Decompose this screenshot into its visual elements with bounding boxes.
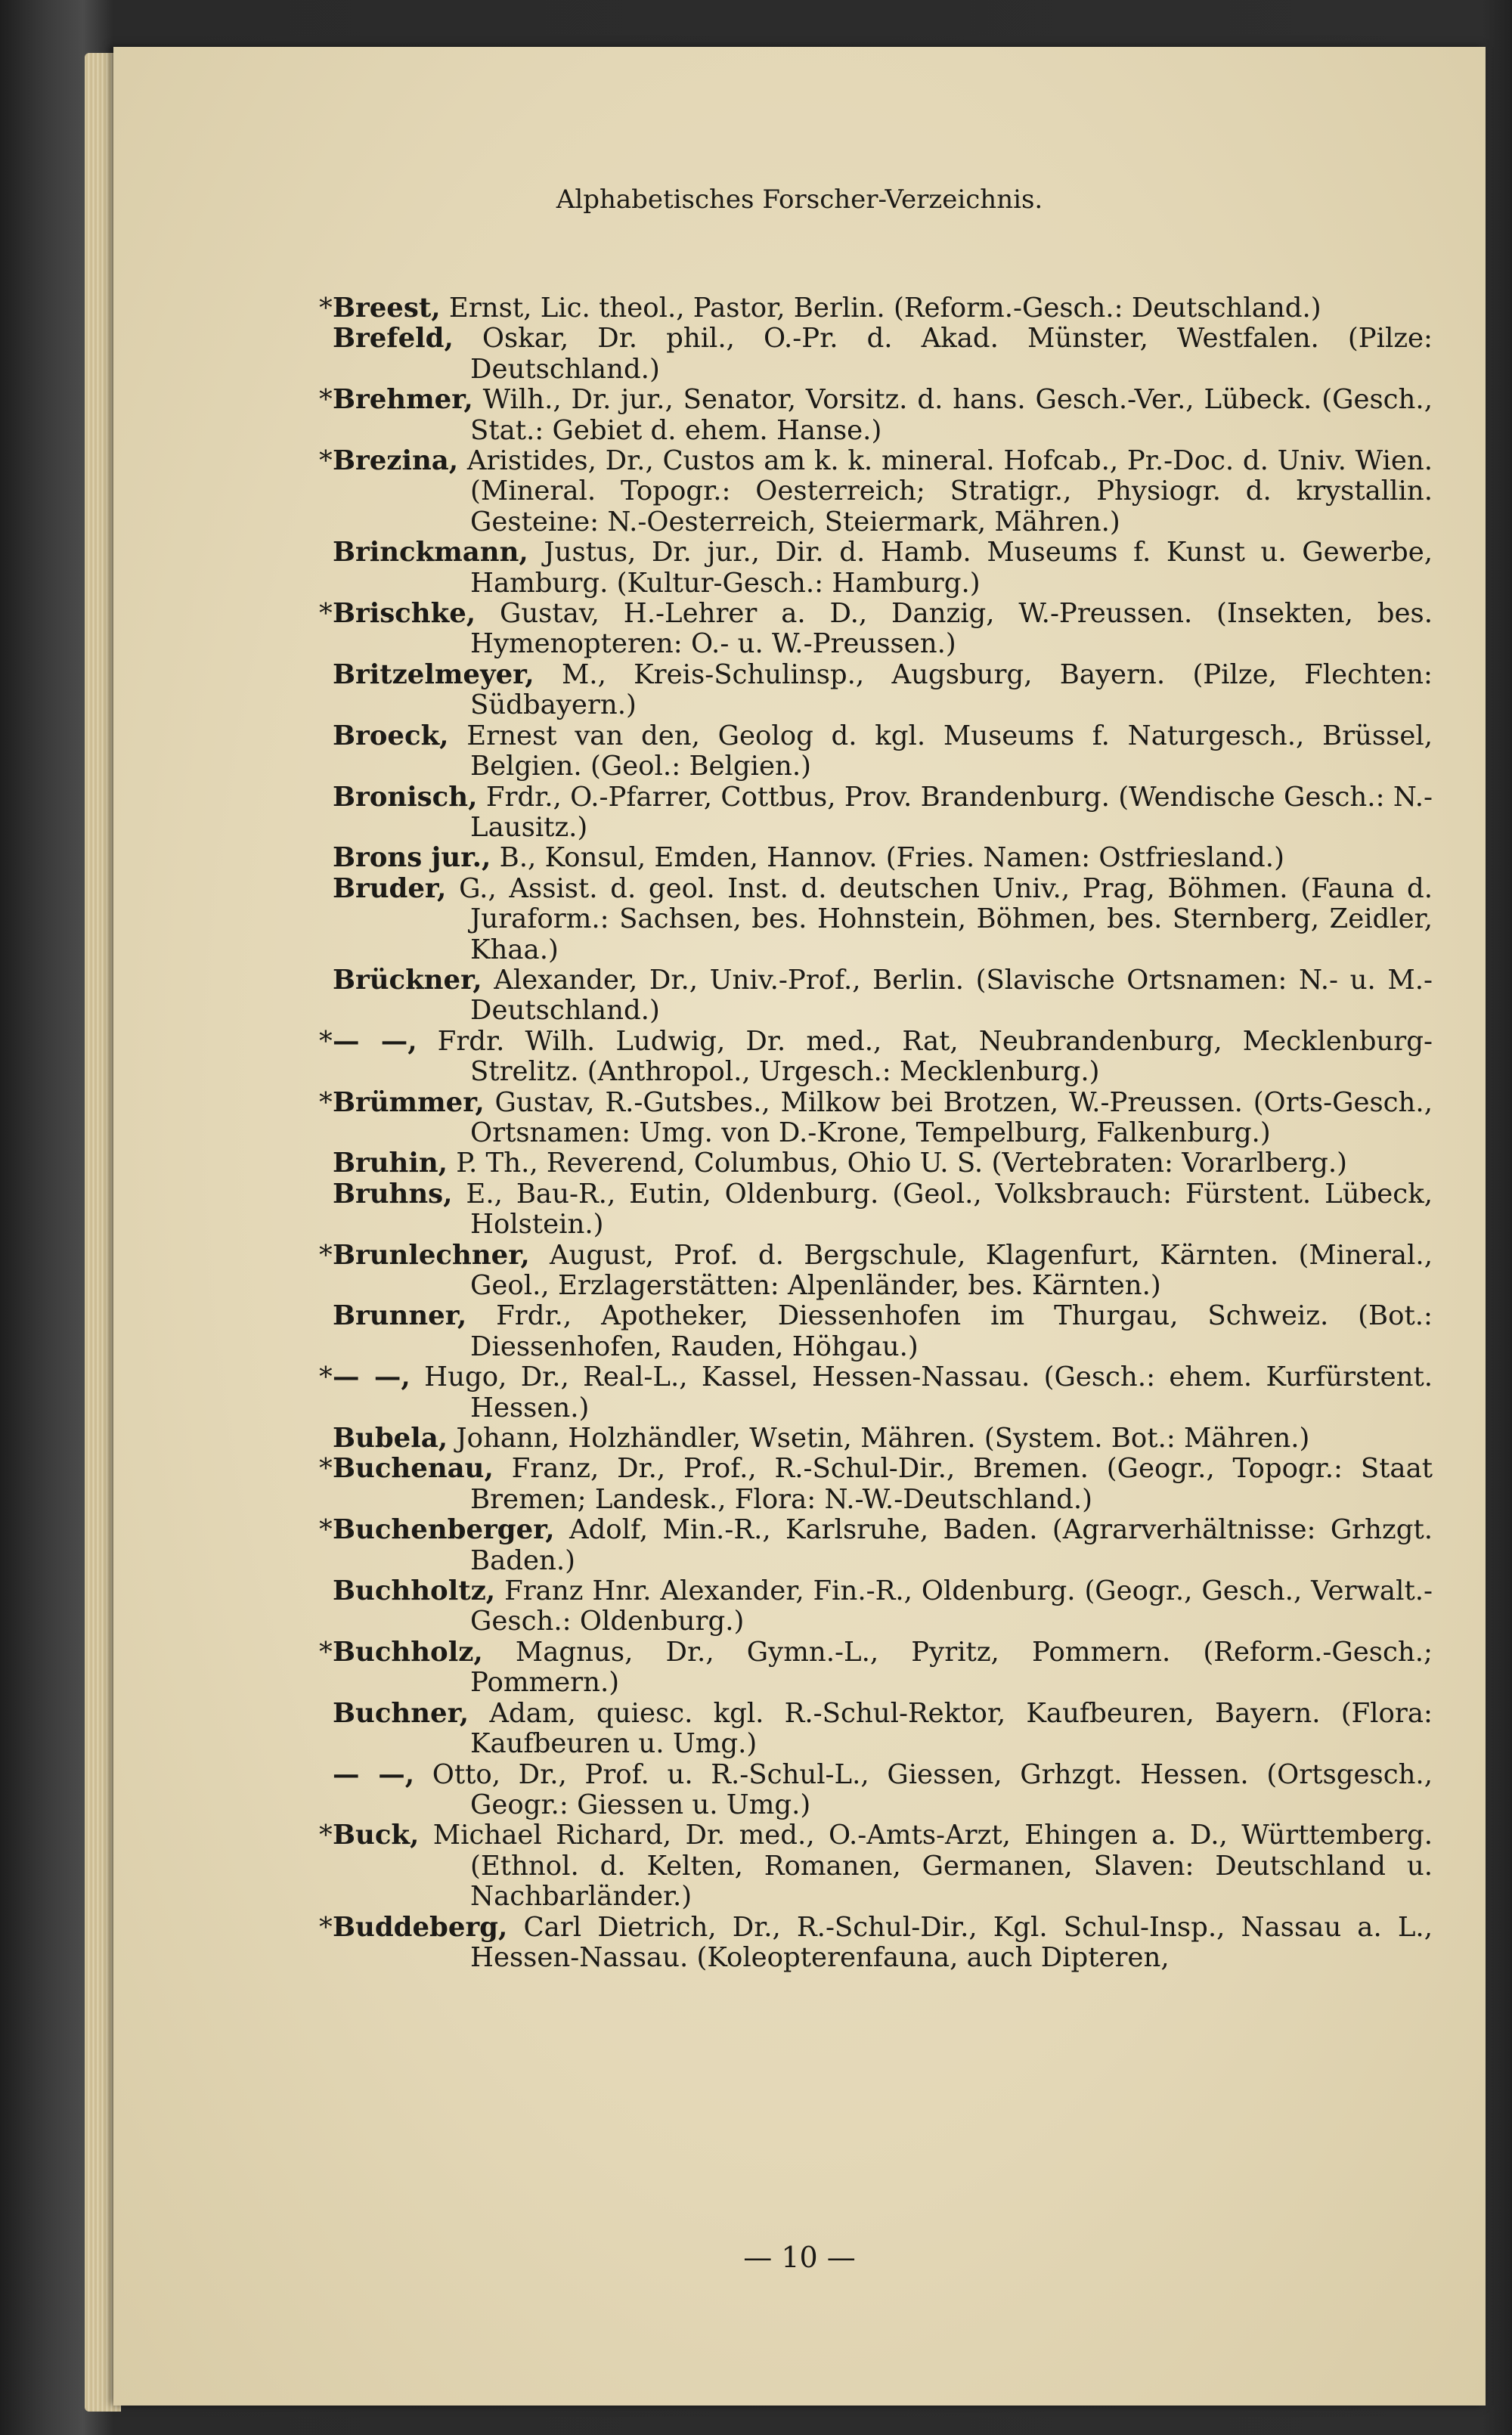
directory-entry <box>319 598 1433 660</box>
member-asterisk: * <box>319 1514 333 1546</box>
entry-details: Adam, quiesc. kgl. R.-Schul-Rektor, Kaufbeuren, Bayern. (Flora: Kaufbeuren u. Umg.) <box>469 1697 1433 1760</box>
entry-name: Brückner, <box>333 964 482 996</box>
directory-entry <box>319 1636 1433 1699</box>
entry-details: M., Kreis-Schulinsp., Augsburg, Bayern. (Pilze, Flechten: Südbayern.) <box>470 658 1433 721</box>
member-asterisk: * <box>319 1820 333 1851</box>
directory-entry <box>333 874 1433 965</box>
directory-entry <box>319 1025 1433 1088</box>
member-asterisk: * <box>319 598 333 630</box>
directory-entry <box>333 324 1433 385</box>
entry-details: Frdr., Apotheker, Diessenhofen im Thurgau, Schweiz. (Bot.: Diessenhofen, Rauden, Höhgau.) <box>466 1300 1433 1362</box>
entry-name: Britzelmeyer, <box>333 658 534 690</box>
entry-name: — —, <box>333 1362 411 1393</box>
entry-name: Brinckmann, <box>333 537 528 568</box>
directory-entry <box>319 1239 1433 1302</box>
entry-name: — —, <box>333 1025 417 1057</box>
page-number: — 10 — <box>743 2241 856 2274</box>
entry-details: Ernest van den, Geolog d. kgl. Museums f. Naturgesch., Brüssel, Belgien. (Geol.: Belgien.) <box>448 720 1433 782</box>
directory-entry <box>333 721 1433 782</box>
member-asterisk: * <box>319 384 333 416</box>
entry-details: E., Bau-R., Eutin, Oldenburg. (Geol., Volksbrauch: Fürstent. Lübeck, Holstein.) <box>452 1178 1433 1241</box>
entry-name: Buchenberger, <box>333 1514 555 1546</box>
entry-details: Ernst, Lic. theol., Pastor, Berlin. (Reform.-Gesch.: Deutschland.) <box>440 293 1321 324</box>
directory-entry <box>319 1453 1433 1515</box>
directory-entry <box>333 660 1433 721</box>
entry-details: Alexander, Dr., Univ.-Prof., Berlin. (Slavische Ortsnamen: N.- u. M.-Deutschland.) <box>470 964 1433 1027</box>
member-asterisk: * <box>319 1025 333 1057</box>
entry-details: P. Th., Reverend, Columbus, Ohio U. S. (Vertebraten: Vorarlberg.) <box>447 1148 1347 1179</box>
directory-entry <box>333 843 1433 873</box>
entry-details: August, Prof. d. Bergschule, Klagenfurt, Kärnten. (Mineral., Geol., Erzlagerstätten: Alpenländer, bes. Kärnten.) <box>470 1239 1433 1301</box>
entry-name: Buck, <box>333 1820 420 1851</box>
entry-name: Buchner, <box>333 1697 469 1729</box>
member-asterisk: * <box>319 445 333 477</box>
member-asterisk: * <box>319 1636 333 1668</box>
entry-details: Frdr. Wilh. Ludwig, Dr. med., Rat, Neubrandenburg, Mecklenburg-Strelitz. (Anthropol., Urgesch.: Mecklenburg.) <box>417 1025 1433 1088</box>
directory-entry <box>333 782 1433 844</box>
entry-name: Buchholtz, <box>333 1575 496 1607</box>
book-page <box>113 47 1486 2406</box>
entry-name: — —, <box>333 1758 415 1790</box>
directory-entry <box>333 537 1433 599</box>
entry-details: Wilh., Dr. jur., Senator, Vorsitz. d. hans. Gesch.-Ver., Lübeck. (Gesch., Stat.: Gebiet d. ehem. Hanse.) <box>470 384 1433 446</box>
directory-entry <box>319 384 1433 446</box>
entry-name: Bubela, <box>333 1423 448 1454</box>
entry-details: Adolf, Min.-R., Karlsruhe, Baden. (Agrarverhältnisse: Grhzgt. Baden.) <box>470 1514 1433 1576</box>
entry-details: B., Konsul, Emden, Hannov. (Fries. Namen: Ostfriesland.) <box>491 842 1284 874</box>
entry-name: Brümmer, <box>333 1086 485 1118</box>
entry-name: Bruhin, <box>333 1148 448 1179</box>
entry-name: Bronisch, <box>333 781 478 813</box>
directory-entry <box>319 293 1433 324</box>
directory-entry <box>333 965 1433 1027</box>
directory-entry <box>333 1301 1433 1362</box>
entry-details: Carl Dietrich, Dr., R.-Schul-Dir., Kgl. Schul-Insp., Nassau a. L., Hessen-Nassau. (Koleopterenfauna, auch Dipteren, <box>470 1911 1433 1973</box>
entry-name: Buchenau, <box>333 1453 494 1485</box>
directory-entry <box>333 1148 1433 1179</box>
entry-name: Brehmer, <box>333 384 473 416</box>
entry-details: Magnus, Dr., Gymn.-L., Pyritz, Pommern. (Reform.-Gesch.; Pommern.) <box>470 1636 1433 1699</box>
entry-details: Hugo, Dr., Real-L., Kassel, Hessen-Nassau. (Gesch.: ehem. Kurfürstent. Hessen.) <box>410 1362 1433 1424</box>
entry-details: G., Assist. d. geol. Inst. d. deutschen Univ., Prag, Böhmen. (Fauna d. Juraform.: Sachsen, bes. Hohnstein, Böhmen, bes. Sternberg, Zeidler, Khaa.) <box>446 872 1433 965</box>
directory-entries <box>319 293 1433 1973</box>
directory-entry <box>319 445 1433 537</box>
entry-details: Michael Richard, Dr. med., O.-Amts-Arzt, Ehingen a. D., Württemberg. (Ethnol. d. Kelten, Romanen, Germanen, Slaven: Deutschland u. Nachbarländer.) <box>419 1820 1433 1913</box>
member-asterisk: * <box>319 1362 333 1393</box>
entry-name: Buddeberg, <box>333 1911 508 1943</box>
entry-details: Aristides, Dr., Custos am k. k. mineral. Hofcab., Pr.-Doc. d. Univ. Wien. (Mineral. Topogr.: Oesterreich; Stratigr., Physiogr. d. krystallin. Gesteine: N.-Oesterreich, Steiermark, Mähren.) <box>458 445 1433 537</box>
entry-name: Buchholz, <box>333 1636 483 1668</box>
member-asterisk: * <box>319 1239 333 1271</box>
entry-name: Brunner, <box>333 1300 467 1332</box>
directory-entry <box>319 1086 1433 1149</box>
entry-details: Otto, Dr., Prof. u. R.-Schul-L., Giessen, Grhzgt. Hessen. (Ortsgesch., Geogr.: Giessen u. Umg.) <box>414 1758 1433 1820</box>
directory-entry <box>319 1911 1433 1974</box>
entry-name: Brons jur., <box>333 842 491 874</box>
entry-name: Bruder, <box>333 872 447 904</box>
entry-details: Justus, Dr. jur., Dir. d. Hamb. Museums f. Kunst u. Gewerbe, Hamburg. (Kultur-Gesch.: Hamburg.) <box>470 537 1433 599</box>
entry-details: Franz, Dr., Prof., R.-Schul-Dir., Bremen. (Geogr., Topogr.: Staat Bremen; Landesk., Flora: N.-W.-Deutschland.) <box>470 1453 1433 1515</box>
directory-entry <box>333 1699 1433 1760</box>
entry-details: Johann, Holzhändler, Wsetin, Mähren. (System. Bot.: Mähren.) <box>448 1423 1310 1454</box>
member-asterisk: * <box>319 1086 333 1118</box>
running-header: Alphabetisches Forscher-Verzeichnis. <box>556 184 1043 215</box>
entry-details: Frdr., O.-Pfarrer, Cottbus, Prov. Brandenburg. (Wendische Gesch.: N.-Lausitz.) <box>470 781 1433 843</box>
directory-entry <box>319 1362 1433 1424</box>
entry-details: Franz Hnr. Alexander, Fin.-R., Oldenburg. (Geogr., Gesch., Verwalt.-Gesch.: Oldenburg.) <box>470 1575 1433 1637</box>
entry-name: Bruhns, <box>333 1178 453 1210</box>
directory-entry <box>333 1424 1433 1454</box>
member-asterisk: * <box>319 1911 333 1943</box>
entry-name: Brunlechner, <box>333 1239 530 1271</box>
directory-entry <box>333 1576 1433 1637</box>
entry-details: Gustav, H.-Lehrer a. D., Danzig, W.-Preussen. (Insekten, bes. Hymenopteren: O.- u. W.-Preussen.) <box>470 598 1433 660</box>
directory-entry <box>333 1179 1433 1241</box>
entry-name: Broeck, <box>333 720 449 751</box>
member-asterisk: * <box>319 293 333 324</box>
entry-name: Breest, <box>333 293 441 324</box>
entry-details: Oskar, Dr. phil., O.-Pr. d. Akad. Münster, Westfalen. (Pilze: Deutschland.) <box>453 323 1433 385</box>
entry-name: Brischke, <box>333 598 476 630</box>
directory-entry <box>333 1760 1433 1821</box>
directory-entry <box>319 1514 1433 1576</box>
member-asterisk: * <box>319 1453 333 1485</box>
entry-name: Brezina, <box>333 445 459 477</box>
directory-entry <box>319 1820 1433 1913</box>
entry-name: Brefeld, <box>333 323 454 355</box>
entry-details: Gustav, R.-Gutsbes., Milkow bei Brotzen, W.-Preussen. (Orts-Gesch., Ortsnamen: Umg. von D.-Krone, Tempelburg, Falkenburg.) <box>470 1086 1433 1148</box>
